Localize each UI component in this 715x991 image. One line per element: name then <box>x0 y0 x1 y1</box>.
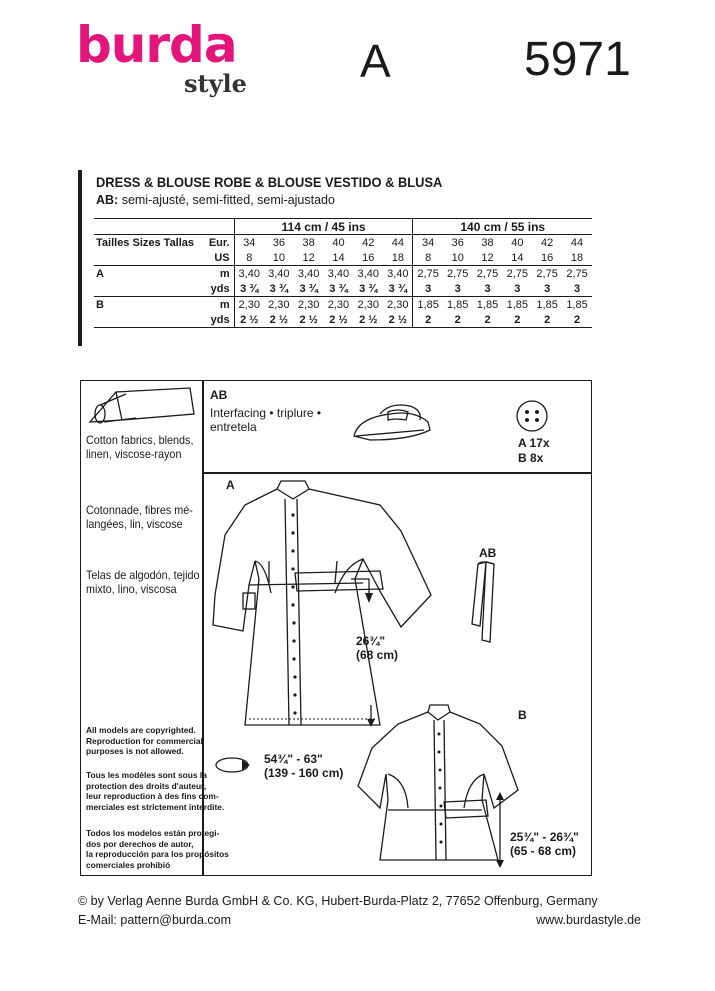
footer-email[interactable]: E-Mail: pattern@burda.com <box>78 913 232 927</box>
view-b-label: B <box>518 708 527 722</box>
hem-width-icon <box>212 754 254 776</box>
pattern-view-letter: A <box>360 35 391 87</box>
length-b-measurement: 25¾" - 26¾" (65 - 68 cm) <box>510 830 579 858</box>
copyright-note-es: Todos los modelos están protegi- dos por derechos de autor, la reproducción para los propósitos comerciales prohibió <box>86 828 229 870</box>
row-a-meters: A m 3,40 3,40 3,40 3,40 3,40 3,40 2,75 2,75 2,75 2,75 2,75 2,75 <box>96 267 588 280</box>
footer-website[interactable]: www.burdastyle.de <box>536 913 641 927</box>
fabric-recommendation-es: Telas de algodón, tejido mixto, lino, viscosa <box>86 568 200 596</box>
fabric-bolt-icon <box>86 384 198 428</box>
fabric-recommendation-en: Cotton fabrics, blends, linen, viscose-rayon <box>86 433 194 461</box>
fabric-width-140: 140 cm / 55 ins <box>413 219 592 235</box>
buttons-count-a: A 17x <box>518 436 550 450</box>
fabric-recommendation-fr: Cotonnade, fibres mé- langées, lin, viscose <box>86 503 193 531</box>
fabric-width-114: 114 cm / 45 ins <box>234 219 413 235</box>
style-logo: style <box>184 69 247 98</box>
row-divider <box>202 472 592 474</box>
blouse-b-illustration <box>350 700 530 875</box>
row-b-yards: yds 2 ½ 2 ½ 2 ½ 2 ½ 2 ½ 2 ½ 2 2 2 2 2 2 <box>94 312 592 328</box>
row-a-yards: yds 3 ¾ 3 ¾ 3 ¾ 3 ¾ 3 ¾ 3 ¾ 3 3 3 3 3 3 <box>94 281 592 297</box>
notions-view-label: AB <box>210 388 228 402</box>
buttons-count-b: B 8x <box>518 451 544 465</box>
row-b-meters: B m 2,30 2,30 2,30 2,30 2,30 2,30 1,85 1,85 1,85 1,85 1,85 1,85 <box>96 298 588 311</box>
yardage-table: 114 cm / 45 ins 140 cm / 55 ins Tailles Sizes Tallas Eur. 34 36 38 40 42 44 34 36 38 40 42 44 US 8 10 12 14 16 18 8 10 12 14 16 18 A m 3,40 3,40 3,40 3,40 3,40 3,40 2,75 2,75 2,75 2,75 2,75 2,75 yds 3 ¾ 3 ¾ 3 ¾ 3 ¾ 3 ¾ 3 ¾ 3 3 3 3 3 3 B m 2,30 2,30 2,30 2,30 2,30 2,30 1,85 1,85 1,85 1,85 1,85 1,85 yds 2 ½ 2 ½ 2 ½ 2 ½ 2 ½ 2 ½ 2 2 2 2 2 2 <box>94 218 592 328</box>
length-a-measurement: 26¾" (68 cm) <box>356 634 399 662</box>
burda-logo: burda <box>76 16 237 74</box>
pattern-title: DRESS & BLOUSE ROBE & BLOUSE VESTIDO & BLUSA <box>96 174 443 190</box>
sizes-label: Tailles Sizes Tallas <box>96 236 195 249</box>
view-a-label: A <box>226 478 235 492</box>
hem-width-a: 54¾" - 63" (139 - 160 cm) <box>264 752 344 780</box>
interfacing-text: Interfacing • triplure • entretela <box>210 406 322 434</box>
section-bar <box>78 170 82 346</box>
fit-description: AB: semi-ajusté, semi-fitted, semi-ajustado <box>96 193 335 207</box>
us-label: US <box>204 250 234 266</box>
iron-icon <box>350 400 435 445</box>
eur-label: Eur. <box>208 236 230 249</box>
button-icon <box>512 398 552 434</box>
pattern-number: 5971 <box>524 33 631 86</box>
footer-copyright: © by Verlag Aenne Burda GmbH & Co. KG, Hubert-Burda-Platz 2, 77652 Offenburg, Germany <box>78 894 598 908</box>
copyright-note-en: All models are copyrighted. Reproduction for commercial purposes is not allowed. <box>86 725 203 756</box>
belt-illustration <box>456 556 506 648</box>
view-ab-belt-label: AB <box>479 546 497 560</box>
copyright-note-fr: Tous les modèles sont sous la protection des droits d'auteur, leur reproduction à des fins com- merciales est strictement interdite. <box>86 770 225 812</box>
